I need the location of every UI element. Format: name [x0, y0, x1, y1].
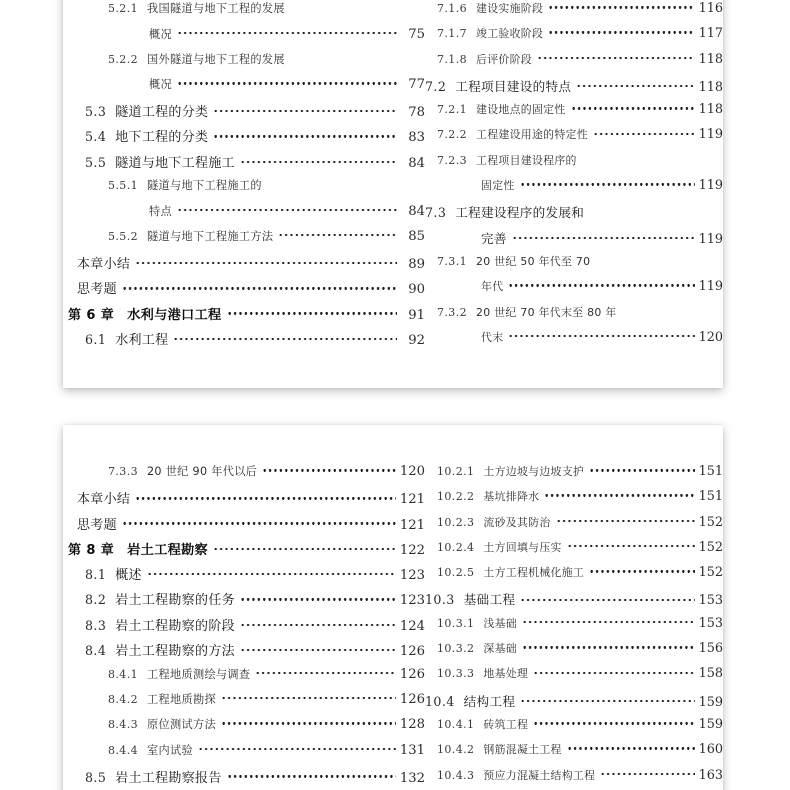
- toc-entry-number: 8.4.4: [108, 743, 138, 757]
- toc-entry-number: 8.2: [85, 592, 107, 608]
- toc-entry-title: 土方工程机械化施工: [483, 566, 585, 580]
- toc-leader-dots: [240, 617, 396, 629]
- toc-entry-number: 7.3.3: [108, 465, 138, 479]
- toc-entry-number: 7.2.1: [437, 103, 467, 117]
- toc-leader-dots: [589, 463, 694, 475]
- toc-entry-page-number: 121: [399, 492, 425, 508]
- toc-entry: [65, 101, 425, 126]
- toc-leader-dots: [240, 592, 396, 604]
- toc-entry-page-number: 85: [408, 229, 425, 245]
- toc-entry-title: 原位测试方法: [147, 718, 216, 732]
- toc-entry-title: 隧道与地下工程施工的: [147, 179, 262, 193]
- toc-leader-dots: [173, 331, 397, 343]
- toc-entry-number: 10.3: [425, 592, 455, 608]
- toc-entry-page-number: 118: [698, 79, 723, 95]
- toc-entry: [65, 0, 425, 25]
- toc-leader-dots: [221, 691, 396, 703]
- toc-entry-title: 钢筋混凝土工程: [483, 743, 562, 757]
- page-1-right-column: [425, 0, 723, 354]
- toc-entry-number: 10.2.2: [437, 490, 475, 504]
- toc-entry-number: 8.5: [85, 769, 107, 785]
- toc-entry: [425, 488, 723, 513]
- toc-entry: [65, 514, 425, 539]
- toc-entry-title: 概述: [115, 568, 142, 584]
- toc-entry-title: 深基础: [483, 642, 517, 656]
- toc-entry-title: 砖筑工程: [483, 717, 529, 731]
- toc-entry-page-number: 159: [698, 694, 723, 710]
- toc-entry-number: 10.3.1: [437, 616, 475, 630]
- toc-entry-page-number: 153: [698, 615, 723, 631]
- toc-entry-title: 水利与港口工程: [127, 307, 222, 323]
- toc-entry-title: 建设地点的固定性: [476, 103, 566, 117]
- page-2-content: [63, 425, 723, 790]
- toc-entry-page-number: 126: [399, 666, 425, 682]
- toc-entry-title: 工程项目建设的特点: [455, 78, 572, 94]
- toc-entry-title: 工程建设用途的特定性: [476, 128, 588, 142]
- toc-entry-title: 土方回填与压实: [483, 540, 562, 554]
- toc-leader-dots: [227, 769, 396, 781]
- toc-leader-dots: [198, 741, 396, 753]
- toc-entry-page-number: 128: [399, 717, 425, 733]
- toc-entry-number: 7.1.6: [437, 2, 467, 15]
- toc-leader-dots: [177, 76, 397, 88]
- toc-leader-dots: [147, 567, 396, 579]
- toc-entry: [65, 329, 425, 354]
- toc-entry-title: 室内试验: [147, 743, 193, 757]
- toc-entry: [425, 25, 723, 50]
- toc-leader-dots: [255, 665, 395, 677]
- toc-entry-title: 20 世纪 70 年代末至 80 年: [476, 305, 617, 319]
- toc-entry-number: 5.2.1: [108, 2, 138, 16]
- toc-entry-number: 7.2.2: [437, 128, 467, 142]
- toc-entry: [65, 463, 425, 488]
- toc-entry: [65, 564, 425, 589]
- toc-entry-page-number: 75: [408, 26, 425, 42]
- toc-entry-number: 5.5.2: [108, 230, 138, 244]
- toc-entry: [65, 253, 425, 278]
- page-1-left-column: [63, 0, 425, 354]
- toc-entry-title: 岩土工程勘察的阶段: [115, 618, 235, 634]
- page-2-columns: [63, 463, 723, 790]
- toc-leader-dots: [522, 640, 695, 652]
- toc-leader-dots: [520, 593, 694, 605]
- toc-entry-page-number: 123: [399, 593, 425, 609]
- toc-entry: [425, 51, 723, 76]
- toc-entry-title: 工程地质测绘与调查: [147, 667, 251, 681]
- toc-entry: [425, 0, 723, 25]
- toc-leader-dots: [520, 177, 695, 189]
- toc-entry: [425, 514, 723, 539]
- toc-leader-dots: [512, 231, 695, 243]
- toc-entry-page-number: 152: [698, 514, 723, 530]
- page-1-content: [63, 0, 723, 388]
- toc-entry: [425, 615, 723, 640]
- toc-entry: [425, 329, 723, 354]
- toc-entry-title: 岩土工程勘察: [127, 542, 209, 558]
- toc-entry-title: 本章小结: [77, 492, 131, 508]
- toc-entry-number: 7.1.7: [437, 27, 467, 41]
- toc-entry-title: 隧道与地下工程施工方法: [147, 230, 274, 244]
- toc-entry: [425, 101, 723, 126]
- toc-leader-dots: [622, 304, 697, 316]
- toc-entry: [65, 278, 425, 303]
- toc-entry-number: 5.2.2: [108, 52, 138, 66]
- toc-entry-number: 8.4: [85, 643, 107, 659]
- toc-entry-number: 10.2.5: [437, 566, 475, 580]
- toc-leader-dots: [595, 253, 697, 265]
- toc-leader-dots: [567, 539, 695, 551]
- toc-entry-title: 完善: [481, 230, 507, 246]
- toc-leader-dots: [278, 228, 397, 240]
- toc-entry: [425, 228, 723, 253]
- toc-entry: [65, 691, 425, 716]
- toc-leader-dots: [227, 306, 397, 318]
- toc-entry-title: 概况: [149, 27, 172, 41]
- toc-entry: [425, 589, 723, 614]
- toc-leader-dots: [122, 516, 396, 528]
- toc-entry-number: 10.3.2: [437, 642, 475, 656]
- toc-entry: [425, 767, 723, 790]
- toc-entry: [65, 767, 425, 790]
- toc-leader-dots: [508, 279, 694, 291]
- toc-entry: [65, 126, 425, 151]
- toc-entry-number: 10.2.4: [437, 540, 475, 554]
- toc-entry-title: 预应力混凝土结构工程: [483, 768, 596, 782]
- toc-leader-dots: [548, 0, 694, 12]
- toc-entry-number: 5.5.1: [108, 179, 138, 193]
- toc-entry-title: 岩土工程勘察的方法: [115, 644, 235, 660]
- toc-entry-number: 10.4.1: [437, 717, 475, 731]
- toc-leader-dots: [290, 0, 397, 12]
- toc-entry-number: 第 8 章: [68, 542, 115, 558]
- toc-entry-number: 10.3.3: [437, 667, 475, 681]
- toc-leader-dots: [556, 514, 695, 526]
- toc-entry-page-number: 120: [399, 464, 425, 480]
- toc-entry: [65, 228, 425, 253]
- toc-entry: [65, 202, 425, 227]
- toc-entry-number: 5.5: [85, 154, 107, 170]
- toc-leader-dots: [135, 491, 396, 503]
- toc-leader-dots: [267, 177, 397, 189]
- toc-entry: [425, 126, 723, 151]
- toc-entry-page-number: 77: [408, 77, 425, 93]
- toc-entry-title: 思考题: [77, 282, 117, 298]
- toc-entry-title: 流砂及其防治: [483, 515, 551, 529]
- toc-entry-title: 地基处理: [483, 667, 529, 681]
- toc-leader-dots: [600, 767, 694, 779]
- toc-entry-page-number: 118: [698, 102, 723, 118]
- toc-entry-number: 第 6 章: [68, 307, 115, 323]
- toc-entry-title: 本章小结: [77, 256, 131, 272]
- toc-entry: [425, 278, 723, 303]
- toc-entry-page-number: 119: [698, 127, 723, 143]
- toc-entry-number: 7.3.1: [437, 254, 467, 268]
- toc-entry: [65, 589, 425, 614]
- toc-entry-title: 基础工程: [463, 592, 516, 608]
- toc-leader-dots: [593, 127, 695, 139]
- book-page-2: [63, 425, 723, 790]
- toc-entry-page-number: 153: [698, 593, 723, 609]
- toc-entry-page-number: 119: [698, 279, 723, 295]
- toc-entry-page-number: 78: [408, 105, 425, 121]
- toc-entry-title: 思考题: [77, 517, 117, 533]
- toc-entry: [425, 76, 723, 101]
- toc-entry-number: 6.1: [85, 331, 107, 347]
- toc-entry-title: 基坑排降水: [483, 490, 540, 504]
- toc-entry-number: 5.4: [85, 129, 107, 145]
- toc-entry: [65, 488, 425, 513]
- toc-entry-title: 隧道与地下工程施工: [115, 155, 235, 171]
- toc-entry-title: 竣工验收阶段: [476, 27, 544, 41]
- toc-entry-page-number: 123: [399, 568, 425, 584]
- toc-leader-dots: [522, 615, 695, 627]
- toc-entry-title: 概况: [149, 78, 172, 92]
- toc-entry: [425, 304, 723, 329]
- toc-entry-title: 固定性: [481, 179, 515, 193]
- toc-leader-dots: [589, 206, 697, 218]
- toc-entry-title: 隧道工程的分类: [115, 105, 209, 121]
- toc-entry-page-number: 126: [399, 644, 425, 660]
- toc-entry-page-number: 117: [698, 26, 723, 42]
- toc-entry-number: 7.3: [425, 205, 447, 221]
- toc-entry-page-number: 158: [698, 666, 723, 682]
- toc-entry: [65, 152, 425, 177]
- toc-leader-dots: [508, 329, 694, 341]
- toc-entry-page-number: 120: [698, 329, 723, 345]
- toc-entry-page-number: 84: [408, 203, 425, 219]
- toc-entry-page-number: 152: [698, 565, 723, 581]
- toc-entry: [65, 51, 425, 76]
- toc-entry: [425, 716, 723, 741]
- toc-entry-title: 代末: [481, 330, 504, 344]
- toc-entry: [425, 463, 723, 488]
- toc-entry-page-number: 124: [399, 618, 425, 634]
- toc-entry-number: 8.4.3: [108, 718, 138, 732]
- toc-entry-number: 10.4.3: [437, 768, 475, 782]
- toc-entry-number: 10.2.1: [437, 465, 475, 478]
- toc-leader-dots: [533, 716, 694, 728]
- toc-entry: [425, 253, 723, 278]
- toc-entry-title: 地下工程的分类: [115, 130, 209, 146]
- toc-leader-dots: [213, 542, 396, 554]
- toc-entry: [65, 539, 425, 564]
- toc-entry: [425, 665, 723, 690]
- toc-entry-title: 结构工程: [463, 693, 516, 709]
- toc-entry-number: 10.4.2: [437, 743, 475, 757]
- toc-entry-title: 后评价阶段: [476, 52, 532, 66]
- toc-entry-number: 8.1: [85, 567, 107, 583]
- toc-leader-dots: [537, 51, 695, 63]
- toc-entry-number: 10.4: [425, 693, 455, 709]
- toc-entry-title: 岩土工程勘察报告: [115, 770, 222, 786]
- toc-leader-dots: [122, 281, 397, 293]
- toc-entry: [425, 152, 723, 177]
- book-page-1: [63, 0, 723, 388]
- toc-entry-page-number: 131: [399, 742, 425, 758]
- toc-leader-dots: [177, 202, 397, 214]
- toc-entry: [65, 76, 425, 101]
- toc-entry: [425, 741, 723, 766]
- toc-leader-dots: [582, 152, 697, 164]
- page-2-left-column: [63, 463, 425, 790]
- toc-entry-page-number: 163: [698, 767, 723, 783]
- toc-entry-page-number: 121: [399, 517, 425, 533]
- toc-leader-dots: [571, 102, 695, 114]
- toc-leader-dots: [576, 79, 694, 91]
- toc-entry-number: 8.3: [85, 617, 107, 633]
- toc-leader-dots: [548, 26, 694, 38]
- toc-entry-page-number: 160: [698, 742, 723, 758]
- toc-entry-number: 7.1.8: [437, 52, 467, 66]
- toc-entry-number: 8.4.2: [108, 693, 138, 707]
- toc-entry-page-number: 119: [698, 231, 723, 247]
- toc-entry-number: 7.3.2: [437, 305, 467, 319]
- toc-entry-title: 建设实施阶段: [476, 2, 544, 15]
- toc-entry-page-number: 84: [408, 155, 425, 171]
- page-1-columns: [63, 0, 723, 354]
- toc-entry-title: 20 世纪 90 年代以后: [147, 465, 258, 479]
- toc-entry-number: 7.2: [425, 78, 447, 94]
- toc-leader-dots: [213, 104, 397, 116]
- toc-leader-dots: [567, 742, 695, 754]
- toc-entry-number: 5.3: [85, 104, 107, 120]
- toc-entry-page-number: 151: [698, 464, 723, 479]
- toc-leader-dots: [520, 694, 694, 706]
- toc-entry-page-number: 126: [399, 692, 425, 708]
- toc-leader-dots: [589, 565, 694, 577]
- toc-entry-title: 浅基础: [483, 616, 517, 630]
- toc-entry-page-number: 122: [399, 542, 425, 558]
- toc-entry: [65, 665, 425, 690]
- toc-entry: [65, 640, 425, 665]
- toc-entry-page-number: 118: [698, 51, 723, 67]
- toc-entry: [425, 177, 723, 202]
- page-2-right-column: [425, 463, 723, 790]
- toc-leader-dots: [544, 489, 694, 501]
- toc-entry-number: 7.2.3: [437, 153, 467, 167]
- toc-leader-dots: [213, 129, 397, 141]
- toc-entry: [65, 25, 425, 50]
- toc-leader-dots: [240, 643, 396, 655]
- toc-entry: [425, 640, 723, 665]
- toc-entry-title: 工程建设程序的发展和: [455, 205, 585, 221]
- toc-entry-page-number: 91: [408, 307, 425, 323]
- toc-entry-title: 20 世纪 50 年代至 70: [476, 254, 591, 268]
- toc-entry-title: 土方边坡与边坡支护: [483, 465, 585, 478]
- toc-entry: [65, 741, 425, 766]
- toc-entry-page-number: 90: [408, 282, 425, 298]
- toc-entry: [65, 615, 425, 640]
- toc-leader-dots: [240, 154, 397, 166]
- toc-entry-title: 水利工程: [115, 332, 169, 348]
- toc-entry-title: 国外隧道与地下工程的发展: [147, 52, 285, 66]
- toc-entry-page-number: 119: [698, 178, 723, 194]
- toc-entry-title: 工程项目建设程序的: [476, 153, 577, 167]
- toc-leader-dots: [135, 256, 397, 268]
- toc-entry: [65, 716, 425, 741]
- toc-leader-dots: [533, 666, 694, 678]
- toc-entry-number: 10.2.3: [437, 515, 475, 529]
- toc-entry: [65, 177, 425, 202]
- toc-entry-page-number: 152: [698, 539, 723, 555]
- toc-entry-page-number: 83: [408, 130, 425, 146]
- toc-entry-page-number: 156: [698, 641, 723, 657]
- toc-entry-number: 8.4.1: [108, 667, 138, 681]
- toc-leader-dots: [262, 463, 396, 475]
- toc-entry-title: 年代: [481, 280, 504, 294]
- toc-entry-title: 我国隧道与地下工程的发展: [147, 2, 285, 16]
- toc-leader-dots: [290, 51, 397, 63]
- toc-leader-dots: [177, 25, 397, 37]
- toc-entry-page-number: 159: [698, 716, 723, 732]
- toc-entry: [65, 304, 425, 329]
- toc-entry-page-number: 132: [399, 770, 425, 786]
- toc-entry-page-number: 116: [698, 1, 723, 16]
- toc-entry: [425, 539, 723, 564]
- toc-entry: [425, 202, 723, 227]
- toc-entry-title: 特点: [149, 204, 172, 218]
- toc-entry: [425, 564, 723, 589]
- toc-entry-page-number: 92: [408, 332, 425, 348]
- toc-entry: [425, 691, 723, 716]
- toc-leader-dots: [221, 716, 396, 728]
- toc-entry-page-number: 151: [698, 489, 723, 505]
- toc-entry-title: 工程地质勘探: [147, 693, 216, 707]
- toc-entry-title: 岩土工程勘察的任务: [115, 593, 235, 609]
- toc-entry-page-number: 89: [408, 256, 425, 272]
